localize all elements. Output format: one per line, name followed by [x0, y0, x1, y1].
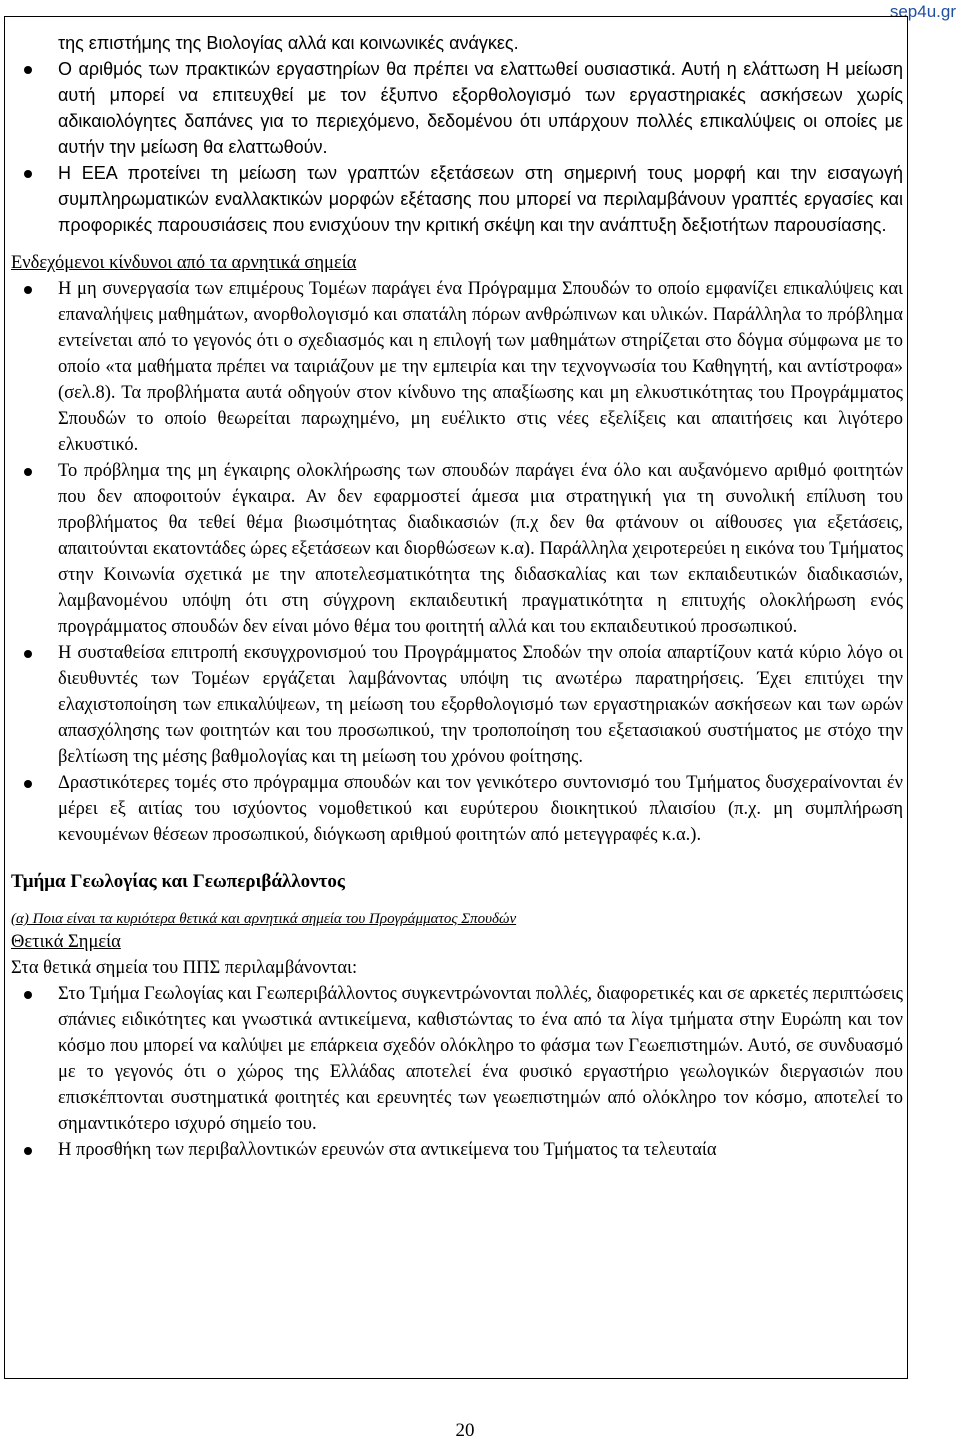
question-text: (α) Ποια είναι τα κυριότερα θετικά και αρνητικά σημεία του Προγράμματος Σπουδών	[11, 911, 517, 927]
positive-heading: Θετικά Σημεία	[11, 932, 121, 952]
section-previous-department	[11, 30, 903, 238]
recommendations-list	[11, 56, 903, 238]
department-heading: Τμήμα Γεωλογίας και Γεωπεριβάλλοντος	[11, 871, 345, 892]
list-item: Η μη συνεργασία των επιμέρους Τομέων παράγει ένα Πρόγραμμα Σπουδών το οποίο εμφανίζει επικαλύψεις και επαναλήψεις μαθημάτων, ανορθολογισμό και σπατάλη πόρων ανθρώπινων και υλικών. Παράλληλα το πρόβλημα εντείνεται από το γεγονός ότι ο σχεδιασμός και η επιλογή των μαθημάτων στηρίζεται στο δόγμα σύμφωνα με το οποίο «τα μαθήματα πρέπει να ταιριάζουν με την εμπειρία και την τεχνογνωσία του Καθηγητή, και αντίστροφα» (σελ.8). Τα προβλήματα αυτά οδηγούν στον κίνδυνο της απαξίωσης και μη ελκυστικότητας του Προγράμματος Σπουδών το οποίο θεωρείται παρωχημένο, μη ευέλικτο στις νέες εξελίξεις και απαιτήσεις και λιγότερο ελκυστικό.	[11, 276, 903, 458]
page-number: 20	[455, 1420, 475, 1441]
positives-list	[11, 981, 903, 1163]
positive-intro: Στα θετικά σημεία του ΠΠΣ περιλαμβάνονται:	[11, 958, 358, 978]
list-item: Στο Τμήμα Γεωλογίας και Γεωπεριβάλλοντος συγκεντρώνονται πολλές, διαφορετικές και σε αρκετές περιπτώσεις σπάνιες ειδικότητες και γνωστικά αντικείμενα, καθιστώντας το ένα από τα λίγα τμήματα στην Ευρώπη και τον κόσμο που μπορεί να καλύψει με επάρκεια σχεδόν ολόκληρο το φάσμα των Γεωεπιστημών. Αυτό, σε συνδυασμό με το γεγονός ότι ο χώρος της Ελλάδας αποτελεί ένα φυσικό εργαστήριο γεωλογικών διεργασιών που επισκέπτονται συστηματικά φοιτητές και ερευνητές των γεωεπιστημών από ολόκληρο τον κόσμο, αποτελεί το σημαντικότερο ισχυρό σημείο του.	[11, 981, 903, 1137]
risks-list	[11, 276, 903, 848]
section-risks	[11, 250, 903, 1163]
continued-paragraph: της επιστήμης της Βιολογίας αλλά και κοινωνικές ανάγκες.	[58, 33, 519, 53]
list-item: Ο αριθμός των πρακτικών εργαστηρίων θα πρέπει να ελαττωθεί ουσιαστικά. Αυτή η ελάττωση Η μείωση αυτή μπορεί να επιτευχθεί με τον έξυπνο εξορθολογισμό των εργαστηριακές ασκήσεων χωρίς αδικαιολόγητες δαπάνες για το περιεχόμενο, δεδομένου ότι υπάρχουν πολλές επικαλύψεις οι οποίες με αυτήν την μείωση θα ελαττωθούν.	[11, 56, 903, 160]
list-item: Το πρόβλημα της μη έγκαιρης ολοκλήρωσης των σπουδών παράγει ένα όλο και αυξανόμενο αριθμό φοιτητών που δεν αποφοιτούν έγκαιρα. Αν δεν εφαρμοστεί άμεσα μια στρατηγική για τη συνολική επίλυση του προβλήματος θα τεθεί θέμα βιωσιμότητας διαδικασιών (π.χ δεν θα φτάνουν οι αίθουσες για εξετάσεις, απαιτούνται εκατοντάδες ώρες εξετάσεων και διορθώσεων κ.α). Παράλληλα χειροτερεύει η εικόνα του Τμήματος στην Κοινωνία σχετικά με την αποτελεσματικότητα της διδασκαλίας και των εκπαιδευτικών διαδικασιών, λαμβανομένου υπόψη ότι στη σύγχρονη εκπαιδευτική πραγματικότητα η επιτυχής ολοκλήρωση ενός προγράμματος σπουδών δεν είναι μόνο θέμα του φοιτητή αλλά και του εκπαιδευτικού προσωπικού.	[11, 458, 903, 640]
list-item: Η προσθήκη των περιβαλλοντικών ερευνών στα αντικείμενα του Τμήματος τα τελευταία	[11, 1137, 903, 1163]
risks-heading: Ενδεχόμενοι κίνδυνοι από τα αρνητικά σημεία	[11, 253, 357, 273]
list-item: Η ΕΕΑ προτείνει τη μείωση των γραπτών εξετάσεων στη σημερινή τους μορφή και την εισαγωγή συμπληρωματικών εναλλακτικών μορφών εξέτασης που μπορεί να περιλαμβάνουν γραπτές εργασίες και προφορικές παρουσιάσεις που ενισχύουν την κριτική σκέψη και την ανάπτυξη δεξιοτήτων παρουσίασης.	[11, 160, 903, 238]
list-item: Δραστικότερες τομές στο πρόγραμμα σπουδών και τον γενικότερο συντονισμό του Τμήματος δυσχεραίνονται έν μέρει εξ αιτίας του ισχύοντος νομοθετικού και ευρύτερου διοικητικού πλαισίου (π.χ. μη συμπλήρωση κενουμένων θέσεων προσωπικού, διόγκωση αριθμού φοιτητών από μετεγγραφές κ.α.).	[11, 770, 903, 848]
document-frame	[4, 16, 908, 1379]
watermark-logo: sep4u.gr	[889, 2, 956, 21]
list-item: Η συσταθείσα επιτροπή εκσυγχρονισμού του Προγράμματος Σποδών την οποία απαρτίζουν κατά κύριο λόγο οι διευθυντές των Τομέων εργάζεται λαμβάνοντας υπόψη τις ανωτέρω παρατηρήσεις. Έχει επιτύχει την ελαχιστοποίηση των επικαλύψεων, τη μείωση του εξορθολογισμό των εργαστηριακών ασκήσεων και των ωρών απασχόλησης των φοιτητών και του προσωπικού, την τροποποίηση του εξετασιακού συστήματος με στόχο την βελτίωση της μέσης βαθμολογίας και τη μείωση του χρόνου φοίτησης.	[11, 640, 903, 770]
